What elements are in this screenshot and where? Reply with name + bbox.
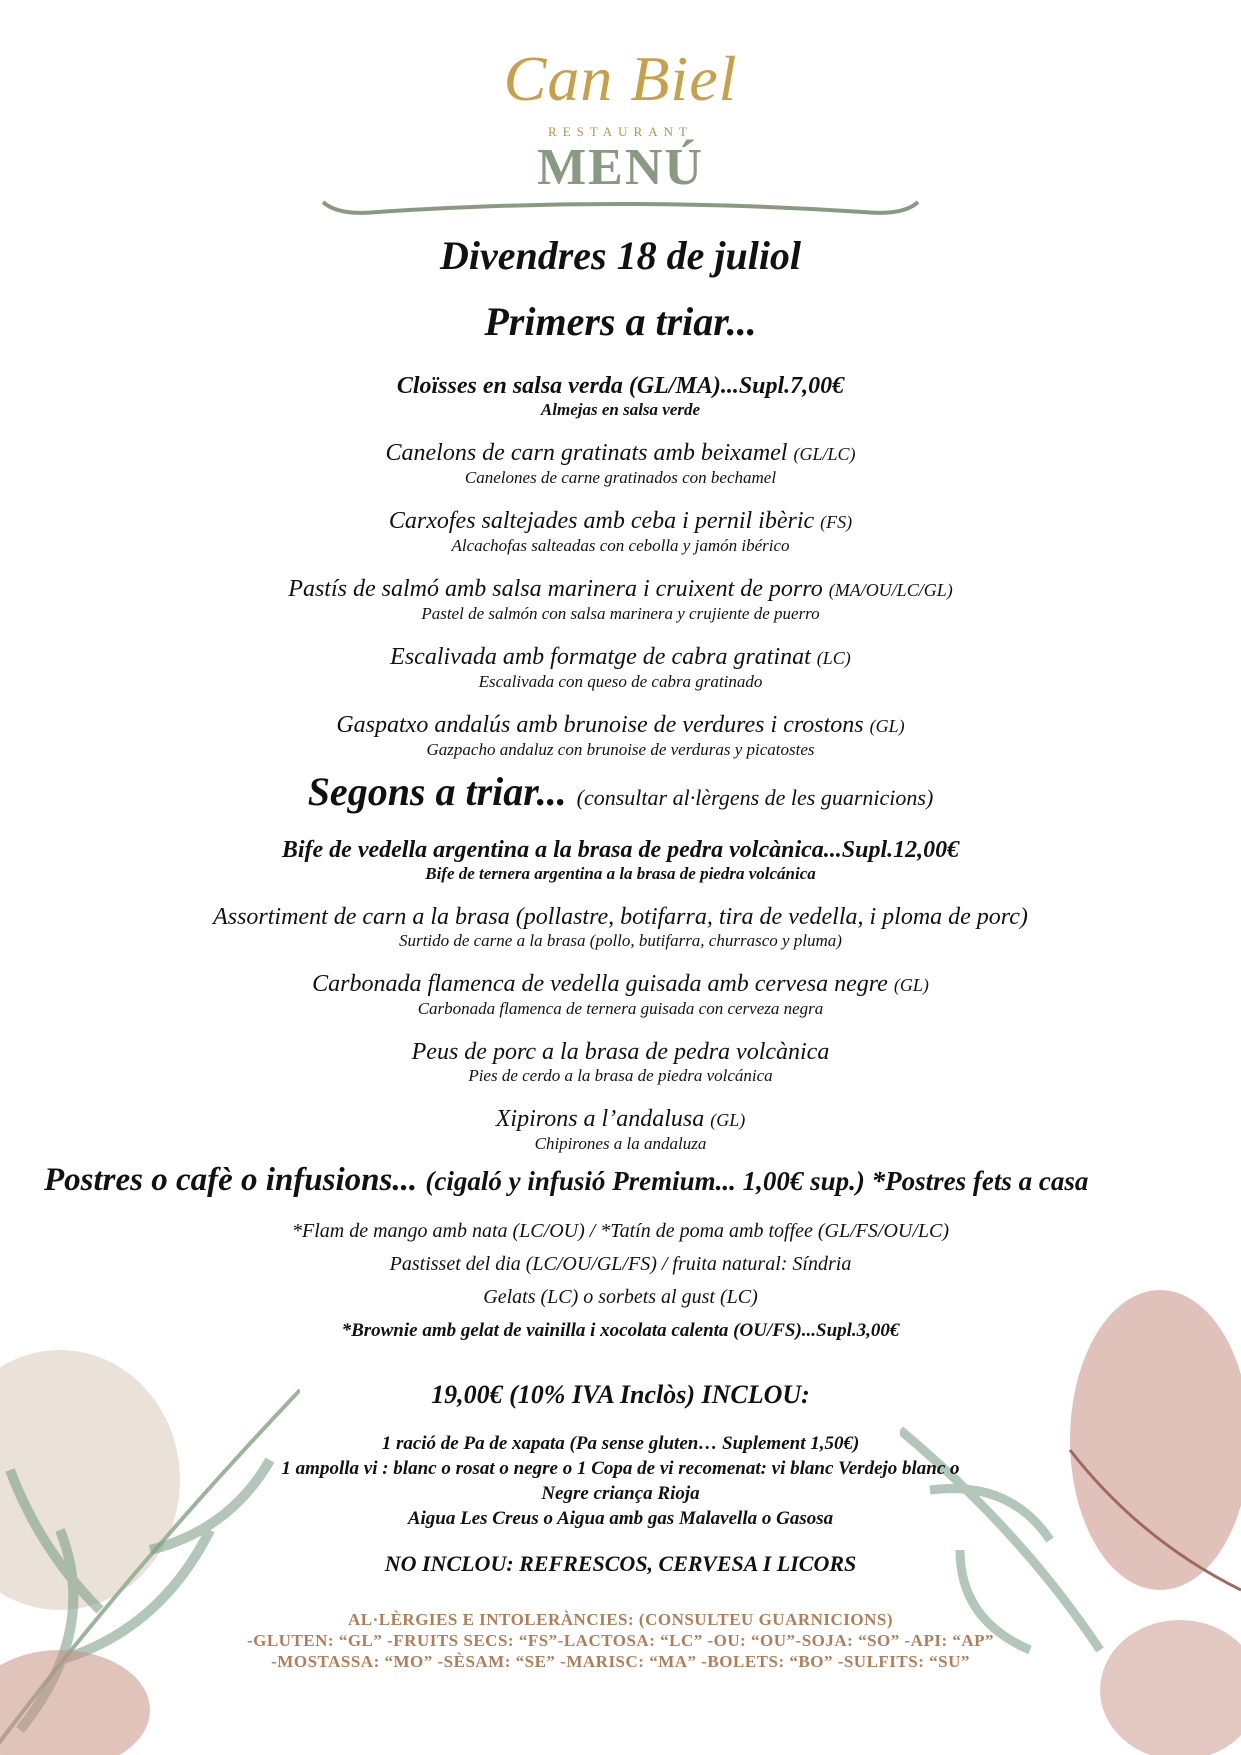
allergens-legend	[0, 1609, 1241, 1672]
dish-translation: Pastel de salmón con salsa marinera y crujiente de puerro	[421, 604, 820, 623]
dish-translation: Pies de cerdo a la brasa de piedra volcánica	[468, 1066, 773, 1085]
includes-list	[0, 1431, 1241, 1531]
dish-allergens: (LC)	[816, 648, 851, 668]
dessert-line: *Flam de mango amb nata (LC/OU) / *Tatín de poma amb toffee (GL/FS/OU/LC)	[291, 1220, 950, 1242]
dish-allergens: (FS)	[820, 512, 853, 532]
dish-name: Xipirons a l’andalusa	[495, 1106, 705, 1132]
menu-price	[0, 1380, 1241, 1410]
brand-subtitle: RESTAURANT	[548, 124, 693, 139]
allergens-codes: -GLUTEN: “GL” -FRUITS SECS: “FS”-LACTOSA: “LC” -OU: “OU”-SOJA: “SO” -API: “AP”	[246, 1631, 995, 1650]
dish-translation: Gazpacho andaluz con brunoise de verduras y picatostes	[426, 740, 815, 759]
dish-allergens: (GL)	[893, 975, 929, 995]
allergens-codes: -MOSTASSA: “MO” -SÈSAM: “SE” -MARISC: “MA” -BOLETS: “BO” -SULFITS: “SU”	[271, 1652, 970, 1671]
segons-note: (consultar al·lèrgens de les guarnicions)	[576, 785, 934, 810]
dish-name: Cloïsses en salsa verda (GL/MA)...Supl.7,00€	[396, 373, 845, 399]
dish-name: Canelons de carn gratinats amb beixamel	[385, 440, 788, 466]
dish-translation: Carbonada flamenca de ternera guisada con cerveza negra	[417, 999, 824, 1018]
dessert-line: Gelats (LC) o sorbets al gust (LC)	[483, 1286, 758, 1308]
dish-allergens: (MA/OU/LC/GL)	[828, 580, 953, 600]
price-includes-label: INCLOU:	[701, 1380, 810, 1409]
menu-date: Divendres 18 de juliol	[439, 233, 802, 278]
segons-title: Segons a triar...	[307, 769, 567, 814]
dessert-line: Pastisset del dia (LC/OU/GL/FS) / fruita natural: Síndria	[389, 1253, 852, 1275]
list-item	[0, 372, 1241, 420]
postres-note: (cigaló y infusió Premium... 1,00€ sup.) *Postres fets a casa	[425, 1166, 1089, 1196]
dessert-line: *Brownie amb gelat de vainilla i xocolata calenta (OU/FS)...Supl.3,00€	[341, 1320, 900, 1341]
segons-heading	[0, 768, 1241, 815]
not-included-note: NO INCLOU: REFRESCOS, CERVESA I LICORS	[384, 1551, 857, 1576]
list-item	[0, 903, 1241, 951]
dish-allergens: (GL)	[710, 1110, 746, 1130]
segons-list	[0, 836, 1241, 1154]
dish-name: Gaspatxo andalús amb brunoise de verdures i crostons	[336, 712, 864, 738]
primers-list	[0, 372, 1241, 760]
dish-allergens: (GL/LC)	[793, 444, 856, 464]
postres-heading	[44, 1162, 1224, 1199]
list-item	[0, 836, 1241, 884]
list-item	[0, 711, 1241, 760]
menu-title: MENÚ	[537, 139, 704, 196]
dish-name: Carbonada flamenca de vedella guisada amb cervesa negre	[312, 971, 888, 997]
dish-translation: Escalivada con queso de cabra gratinado	[478, 672, 763, 691]
dish-translation: Bife de ternera argentina a la brasa de piedra volcánica	[425, 864, 816, 883]
include-line: 1 ampolla vi : blanc o rosat o negre o 1 Copa de vi recomenat: vi blanc Verdejo blanc o	[281, 1458, 960, 1479]
include-line: Negre criança Rioja	[541, 1483, 700, 1504]
dish-name: Pastís de salmó amb salsa marinera i cruixent de porro	[288, 576, 823, 602]
list-item	[0, 643, 1241, 692]
include-line: 1 ració de Pa de xapata (Pa sense gluten… Suplement 1,50€)	[381, 1433, 860, 1454]
brand-logo: Can Biel	[503, 43, 738, 114]
dish-allergens: (GL)	[869, 716, 905, 736]
dish-name: Bife de vedella argentina a la brasa de pedra volcànica...Supl.12,00€	[281, 837, 960, 863]
list-item	[0, 575, 1241, 624]
list-item	[0, 439, 1241, 488]
dish-translation: Chipirones a la andaluza	[534, 1134, 707, 1153]
price-label: 19,00€ (10% IVA Inclòs)	[431, 1380, 696, 1409]
dish-name: Escalivada amb formatge de cabra gratinat	[390, 644, 811, 670]
list-item	[0, 1105, 1241, 1154]
allergens-title: AL·LÈRGIES E INTOLERÀNCIES: (CONSULTEU GUARNICIONS)	[347, 1610, 894, 1629]
dish-translation: Canelones de carne gratinados con bechamel	[464, 468, 777, 487]
dish-name: Peus de porc a la brasa de pedra volcànica	[411, 1039, 830, 1065]
divider-flourish-icon	[318, 196, 923, 220]
list-item	[0, 507, 1241, 556]
list-item	[0, 1038, 1241, 1086]
dish-translation: Alcachofas salteadas con cebolla y jamón ibérico	[451, 536, 790, 555]
include-line: Aigua Les Creus o Aigua amb gas Malavella o Gasosa	[407, 1508, 834, 1529]
dish-name: Carxofes saltejades amb ceba i pernil ibèric	[388, 508, 815, 534]
postres-title: Postres o cafè o infusions...	[44, 1162, 418, 1198]
dish-name: Assortiment de carn a la brasa (pollastre, botifarra, tira de vedella, i ploma de porc)	[213, 904, 1028, 930]
dish-translation: Surtido de carne a la brasa (pollo, butifarra, churrasco y pluma)	[399, 931, 842, 950]
dish-translation: Almejas en salsa verde	[540, 400, 701, 419]
list-item	[0, 970, 1241, 1019]
primers-heading: Primers a triar...	[484, 299, 757, 344]
postres-list	[0, 1215, 1241, 1347]
